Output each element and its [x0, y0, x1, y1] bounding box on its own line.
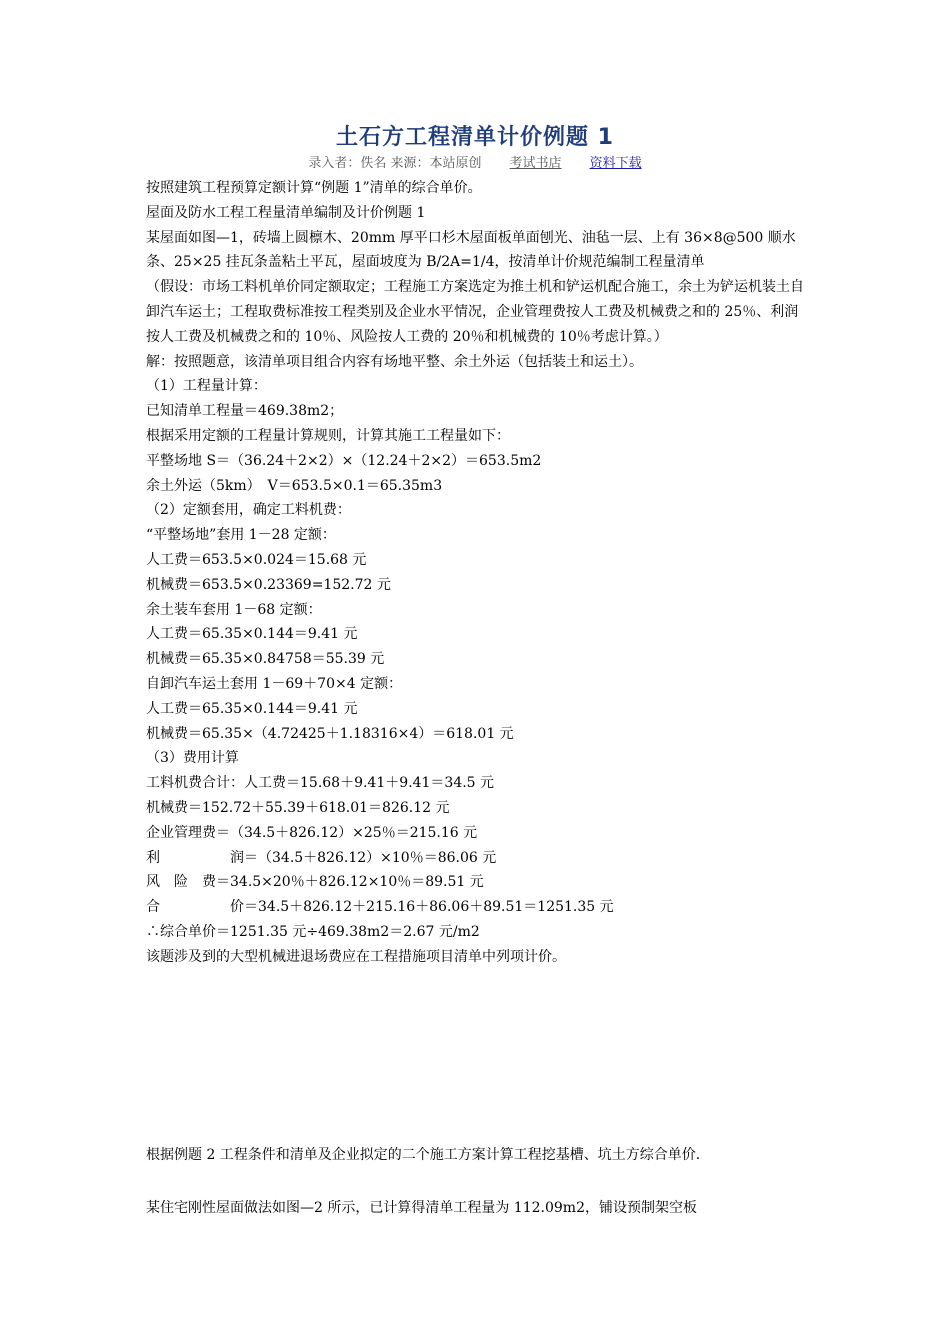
paragraph: （3）费用计算 [146, 750, 239, 767]
article-meta [0, 152, 950, 171]
paragraph: 某屋面如图—1，砖墙上圆檩木、20mm 厚平口杉木屋面板单面刨光、油毡一层、上有 36×8@500 顺水条、25×25 挂瓦条盖粘土平瓦，屋面坡度为 B/2A=1/4，按清单计价规范编制工程量清单 [146, 229, 796, 271]
paragraph: 工料机费合计：人工费＝15.68＋9.41＋9.41＝34.5 元 [146, 775, 495, 792]
paragraph: 企业管理费＝（34.5＋826.12）×25％＝215.16 元 [146, 824, 478, 841]
paragraph: 人工费＝65.35×0.144＝9.41 元 [146, 700, 358, 717]
article-body [146, 176, 811, 970]
paragraph: 平整场地 S＝（36.24＋2×2）×（12.24＋2×2）＝653.5m2 [146, 452, 542, 469]
paragraph: 屋面及防水工程工程量清单编制及计价例题 1 [146, 204, 426, 221]
paragraph: （1）工程量计算： [146, 378, 267, 395]
paragraph: 人工费＝65.35×0.144＝9.41 元 [146, 626, 358, 643]
paragraph: 该题涉及到的大型机械进退场费应在工程措施项目清单中列项计价。 [146, 948, 566, 965]
paragraph: 机械费＝653.5×0.23369=152.72 元 [146, 576, 391, 593]
paragraph: 利 润＝（34.5＋826.12）×10％＝86.06 元 [146, 849, 497, 866]
paragraph: 按照建筑工程预算定额计算“例题 1”清单的综合单价。 [146, 180, 482, 196]
paragraph: 已知清单工程量＝469.38m2； [146, 403, 344, 420]
paragraph: 自卸汽车运土套用 1－69＋70×4 定额： [146, 675, 403, 692]
paragraph: “平整场地”套用 1－28 定额： [146, 527, 336, 544]
section2-paragraph: 根据例题 2 工程条件和清单及企业拟定的二个施工方案计算工程挖基槽、坑土方综合单价. [146, 1147, 701, 1163]
download-link[interactable]: 资料下载 [589, 156, 642, 171]
paragraph: 解：按照题意，该清单项目组合内容有场地平整、余土外运（包括装土和运土）。 [146, 353, 643, 370]
paragraph: 机械费＝65.35×（4.72425＋1.18316×4）＝618.01 元 [146, 725, 514, 742]
paragraph: 余土外运（5km） V＝653.5×0.1＝65.35m3 [146, 477, 443, 494]
section2-paragraph: 某住宅刚性屋面做法如图—2 所示，已计算得清单工程量为 112.09m2，铺设预制架空板 [146, 1200, 697, 1216]
paragraph: 合 价＝34.5＋826.12＋215.16＋86.06＋89.51＝1251.35 元 [146, 899, 614, 916]
bookstore-link[interactable]: 考试书店 [509, 156, 562, 171]
paragraph: 人工费＝653.5×0.024＝15.68 元 [146, 551, 367, 568]
paragraph: 风 险 费＝34.5×20％＋826.12×10％＝89.51 元 [146, 874, 484, 891]
paragraph: ∴综合单价＝1251.35 元÷469.38m2＝2.67 元/m2 [146, 923, 480, 940]
paragraph: 余土装车套用 1－68 定额： [146, 601, 322, 618]
paragraph: 根据采用定额的工程量计算规则，计算其施工工程量如下： [146, 427, 510, 444]
paragraph: 机械费＝65.35×0.84758＝55.39 元 [146, 651, 385, 668]
paragraph: 机械费＝152.72＋55.39＋618.01＝826.12 元 [146, 799, 450, 816]
page-title: 土石方工程清单计价例题 1 [336, 125, 614, 150]
paragraph: （2）定额套用，确定工料机费： [146, 502, 351, 519]
paragraph: （假设：市场工料机单价同定额取定；工程施工方案选定为推土机和铲运机配合施工，余土为铲运机装土自卸汽车运土；工程取费标准按工程类别及企业水平情况，企业管理费按人工费及机械费之和的 25％、利润按人工费及机械费之和的 10％、风险按人工费的 20％和机械费的 10％考虑计算。） [146, 279, 804, 345]
author-source-text: 录入者：佚名 来源：本站原创 [308, 156, 482, 171]
